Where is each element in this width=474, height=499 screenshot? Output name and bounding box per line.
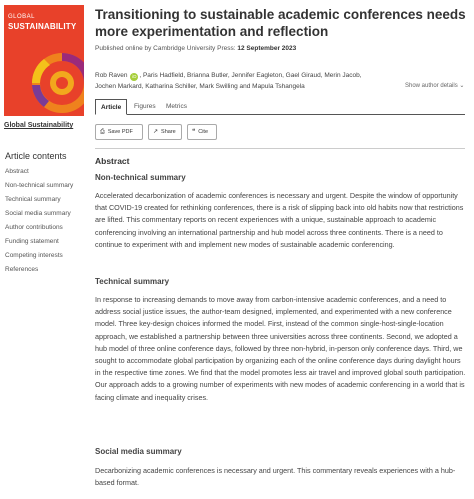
author-links-line2[interactable]: Jochen Markard, Katharina Schiller, Mark Swilling and Mapula Tshangela: [95, 83, 305, 90]
contents-item-competing-interests[interactable]: Competing interests: [5, 252, 63, 259]
published-date: 12 September 2023: [237, 45, 297, 52]
article-contents-title: Article contents: [5, 151, 67, 161]
cover-title-line2: SUSTAINABILITY: [8, 22, 77, 31]
contents-item-abstract[interactable]: Abstract: [5, 168, 29, 175]
published-prefix: Published online by Cambridge University Press:: [95, 45, 236, 52]
technical-summary-heading: Technical summary: [95, 277, 170, 286]
contents-item-author-contributions[interactable]: Author contributions: [5, 224, 63, 231]
contents-item-non-technical-summary[interactable]: Non-technical summary: [5, 182, 74, 189]
article-tabs: [95, 99, 465, 115]
contents-item-social-media-summary[interactable]: Social media summary: [5, 210, 71, 217]
pdf-icon: ⎙: [100, 129, 105, 135]
author-link-first[interactable]: Rob Raven: [95, 72, 128, 79]
journal-cover-image[interactable]: [4, 5, 84, 116]
social-media-summary-heading: Social media summary: [95, 447, 182, 456]
contents-item-funding-statement[interactable]: Funding statement: [5, 238, 59, 245]
share-icon: ↗: [153, 129, 159, 135]
orcid-icon[interactable]: iD: [132, 74, 137, 79]
author-list: [95, 70, 395, 92]
non-technical-summary-heading: Non-technical summary: [95, 173, 186, 182]
quote-icon: ❝: [192, 129, 196, 135]
journal-link[interactable]: Global Sustainability: [4, 122, 74, 129]
cite-button[interactable]: [187, 124, 217, 140]
share-button[interactable]: [148, 124, 182, 140]
show-author-details-link[interactable]: [405, 82, 464, 89]
divider: [95, 148, 465, 149]
non-technical-summary-text: Accelerated decarbonization of academic conferences is necessary and urgent. Despite the window of opportunity that COVID-19 created for rethinking conferences, there is a risk of slipping back into old habits now that restrictions are lifted. This commentary reports on recent experiences with a unique, sustainable approach to academic conferencing involving an international partnership and hub model across three continents. There is a need to continue to experiment with and implement new modes of sustainable academic conferencing.: [95, 191, 464, 249]
chevron-down-icon: ⌄: [459, 83, 465, 89]
contents-item-technical-summary[interactable]: Technical summary: [5, 196, 61, 203]
share-label: Share: [161, 129, 176, 135]
cite-label: Cite: [198, 129, 209, 135]
tab-figures[interactable]: Figures: [134, 103, 156, 110]
contents-item-references[interactable]: References: [5, 266, 39, 273]
cover-title: [8, 13, 76, 31]
author-links-rest[interactable]: , Paris Hadfield, Brianna Butler, Jennifer Eagleton, Gael Giraud, Merin Jacob,: [139, 72, 362, 79]
left-sidebar: [0, 0, 87, 499]
article-title: Transitioning to sustainable academic conferences needs more experimentation and reflection: [95, 7, 466, 39]
tab-metrics[interactable]: Metrics: [166, 103, 187, 110]
article-contents-list: [5, 168, 85, 280]
show-author-details-label: Show author details: [405, 83, 458, 89]
technical-summary-text: In response to increasing demands to move away from carbon-intensive academic conferences, and a need to address social justice issues, the author-team designed, implemented, and experimented with a new conference model. Three key-design choices informed the model. First, instead of the common single-host-single-location approach, we established a partnership between three universities across three continents. Second, we adopted a hub model of three online conference days, followed by three non-hybrid, in-person only conference days. Third, we sought to accommodate global participation by organizing each of the online conference days during daylight hours in the respective time zones. We find that the model promotes less air travel and improved global south participation. Our approach adds to a growing number of experiments with new modes of academic conferencing in a world that is facing climate and inequality crises.: [95, 295, 466, 402]
abstract-heading: Abstract: [95, 156, 130, 166]
published-line: [95, 45, 296, 52]
save-pdf-label: Save PDF: [107, 129, 133, 135]
tab-article[interactable]: Article: [95, 99, 127, 115]
social-media-summary-text: Decarbonizing academic conferences is necessary and urgent. This commentary reveals experiences with a hub-based format.: [95, 466, 456, 488]
cover-title-line1: GLOBAL: [8, 14, 36, 20]
save-pdf-button[interactable]: [95, 124, 143, 140]
